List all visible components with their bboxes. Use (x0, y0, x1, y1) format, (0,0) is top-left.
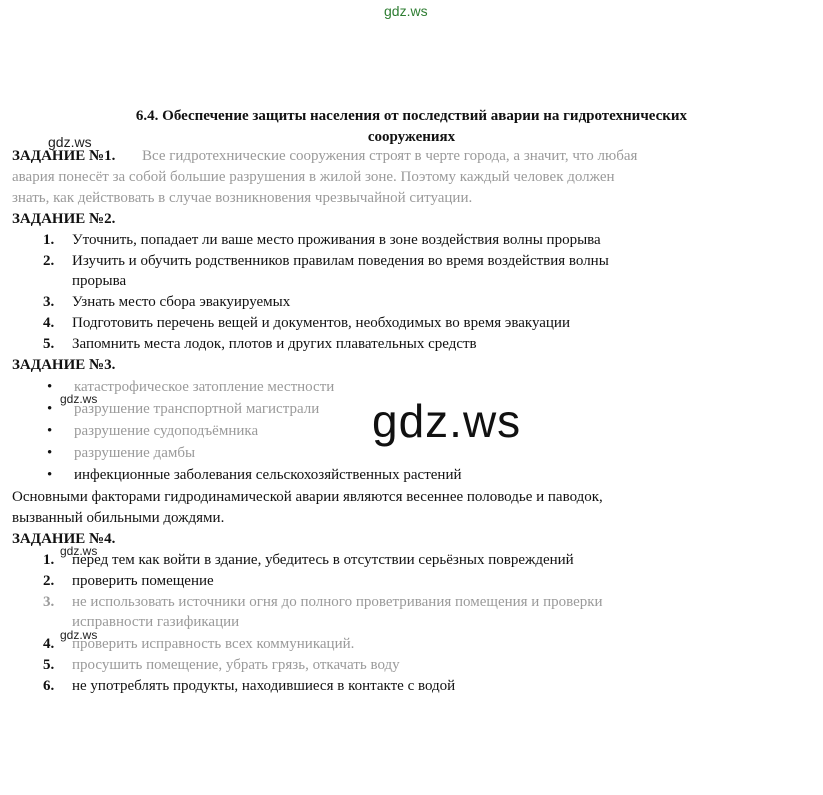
task4-item-num: 4. (43, 636, 55, 652)
task4-label: ЗАДАНИЕ №4. (12, 531, 116, 547)
small-watermark: gdz.ws (48, 134, 92, 150)
task3-para-line1: Основными факторами гидродинамической аварии являются весеннее половодье и паводок, (12, 489, 603, 505)
task2-item-text: Изучить и обучить родственников правилам поведения во время воздействия волны (72, 253, 609, 269)
task4-item-cont: исправности газификации (72, 614, 240, 630)
task2-label: ЗАДАНИЕ №2. (12, 211, 116, 227)
task2-item-num: 3. (43, 294, 55, 310)
task3-item: разрушение дамбы (74, 445, 196, 461)
small-watermark: gdz.ws (60, 392, 98, 406)
task2-item-num: 1. (43, 232, 55, 248)
task2-item-num: 2. (43, 253, 55, 269)
task1-label: ЗАДАНИЕ №1. (12, 148, 116, 164)
task3-bullet: • (47, 423, 53, 439)
small-watermark: gdz.ws (60, 628, 98, 642)
task3-label: ЗАДАНИЕ №3. (12, 357, 116, 373)
page-title-line1: 6.4. Обеспечение защиты населения от последствий аварии на гидротехнических (135, 108, 688, 124)
task2-item-num: 5. (43, 336, 55, 352)
task4-item-num: 3. (43, 594, 55, 610)
task3-para-line2: вызванный обильными дождями. (12, 510, 225, 526)
task4-item-num: 5. (43, 657, 55, 673)
task3-bullet: • (47, 379, 53, 395)
task4-item-text: проверить исправность всех коммуникаций. (72, 636, 355, 652)
task4-item-text: проверить помещение (72, 573, 214, 589)
task4-item-text: не употреблять продукты, находившиеся в контакте с водой (72, 678, 456, 694)
task3-bullet: • (47, 467, 53, 483)
task4-item-num: 1. (43, 552, 55, 568)
task1-line3: знать, как действовать в случае возникновения чрезвычайной ситуации. (12, 190, 473, 206)
task3-item: разрушение транспортной магистрали (74, 401, 320, 417)
task2-item-text: Запомнить места лодок, плотов и других плавательных средств (72, 336, 477, 352)
big-watermark: gdz.ws (372, 395, 522, 447)
task2-item-text: Узнать место сбора эвакуируемых (72, 294, 291, 310)
task1-line1: Все гидротехнические сооружения строят в черте города, а значит, что любая (142, 148, 638, 164)
task2-item-cont: прорыва (72, 273, 127, 289)
task2-item-text: Подготовить перечень вещей и документов, необходимых во время эвакуации (72, 315, 570, 331)
task1-line2: авария понесёт за собой большие разрушения в жилой зоне. Поэтому каждый человек должен (12, 169, 615, 185)
task4-item-num: 2. (43, 573, 55, 589)
task4-item-text: перед тем как войти в здание, убедитесь в отсутствии серьёзных повреждений (72, 552, 574, 568)
task3-item: катастрофическое затопление местности (74, 379, 335, 395)
task3-bullet: • (47, 401, 53, 417)
task2-item-text: Уточнить, попадает ли ваше место проживания в зоне воздействия волны прорыва (72, 232, 601, 248)
small-watermark: gdz.ws (60, 544, 98, 558)
task4-item-num: 6. (43, 678, 55, 694)
page-title-line2: сооружениях (367, 129, 456, 145)
task2-item-num: 4. (43, 315, 55, 331)
task3-item: инфекционные заболевания сельскохозяйственных растений (74, 467, 462, 483)
task4-item-text: не использовать источники огня до полного проветривания помещения и проверки (72, 594, 603, 610)
top-watermark: gdz.ws (384, 3, 428, 19)
task4-item-text: просушить помещение, убрать грязь, откачать воду (72, 657, 400, 673)
task3-item: разрушение судоподъёмника (74, 423, 259, 439)
task3-bullet: • (47, 445, 53, 461)
